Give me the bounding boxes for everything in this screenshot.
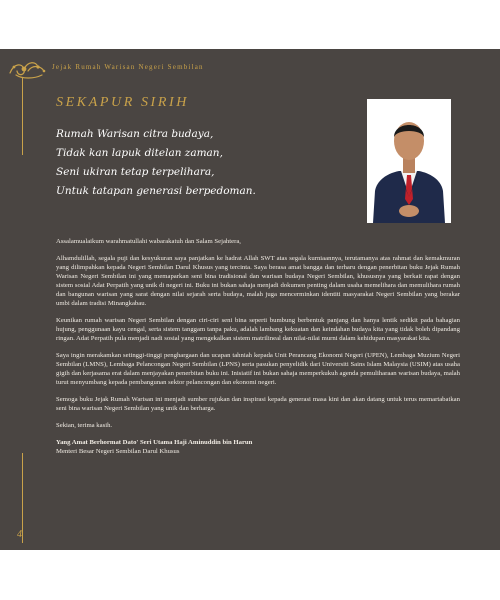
book-page xyxy=(0,49,500,550)
poem-line: Tidak kan lapuk ditelan zaman, xyxy=(56,147,223,159)
decorative-line-bottom xyxy=(22,453,23,543)
paragraph: Saya ingin merakamkan setinggi-tinggi penghargaan dan ucapan tahniah kepada Unit Perancang Ekonomi Negeri (UPEN), Lembaga Muzium Negeri Sembilan (LMNS), Lembaga Pelancongan Negeri Sembilan (LPNS) serta pasukan penyelidik dari Universiti Sains Islam Malaysia (USIM) atas usaha gigih dan kerjasama erat dalam menjayakan penerbitan buku ini. Inisiatif ini bukan sahaja memperkukuh agenda pemuliharaan warisan budaya, malah turut menyumbang kepada pembangunan sektor pelancongan dan ekonomi negeri. xyxy=(56,352,460,386)
signatory-name: Yang Amat Berhormat Dato' Seri Utama Haji Aminuddin bin Harun xyxy=(56,439,253,446)
poem-line: Untuk tatapan generasi berpedoman. xyxy=(56,185,256,197)
paragraph: Keunikan rumah warisan Negeri Sembilan dengan ciri-ciri seni bina seperti bumbung berbentuk panjang dan hanya lentik sedikit pada bahagian hujung, penggunaan kayu cengal, serta sistem tanggam tanpa paku, adalah lambang kekuatan dan keindahan budaya kita yang tidak boleh dipandang ringan. Adat Perpatih pula menjadi nadi sosial yang mengekalkan sistem matrilineal dan nilai-nilai murni dalam kehidupan masyarakat kita. xyxy=(56,317,460,342)
decorative-line-top xyxy=(22,77,23,155)
body-text xyxy=(56,237,460,456)
poem xyxy=(56,125,346,201)
portrait-illustration xyxy=(367,99,451,223)
section-title: SEKAPUR SIRIH xyxy=(56,95,189,110)
closing: Sekian, terima kasih. xyxy=(56,422,113,429)
book-title: Jejak Rumah Warisan Negeri Sembilan xyxy=(52,63,204,71)
portrait-photo xyxy=(367,99,451,223)
paragraph: Semoga buku Jejak Rumah Warisan ini menjadi sumber rujukan dan inspirasi kepada generasi masa kini dan akan datang untuk terus memartabatkan seni bina warisan Negeri Sembilan yang unik dan berharga. xyxy=(56,396,460,412)
greeting: Assalamualaikum warahmatullahi wabarakatuh dan Salam Sejahtera, xyxy=(56,238,241,245)
floral-ornament-icon xyxy=(6,55,50,83)
page-number: 4 xyxy=(17,529,22,540)
paragraph: Alhamdulillah, segala puji dan kesyukuran saya panjatkan ke hadrat Allah SWT atas segala kurniaannya, terutamanya atas rahmat dan kemakmuran yang dilimpahkan kepada Negeri Sembilan Darul Khusus yang tercinta. Saya berasa amat bangga dan terharu dengan penerbitan buku Jejak Rumah Warisan Negeri Sembilan ini yang memaparkan seni bina tradisional dan warisan budaya Negeri Sembilan, khususnya yang berkait rapat dengan sistem sosial Adat Perpatih yang unik di negeri ini. Buku ini bukan sahaja menjadi dokumen penting dalam usaha memelihara dan memulihara rumah dan bangunan warisan yang sarat dengan nilai sejarah serta budaya, malah juga mencerminkan identiti masyarakat Negeri Sembilan yang berakar umbi dalam tradisi Minangkabau. xyxy=(56,255,460,307)
poem-line: Seni ukiran tetap terpelihara, xyxy=(56,166,215,178)
signatory-role: Menteri Besar Negeri Sembilan Darul Khusus xyxy=(56,448,180,455)
poem-line: Rumah Warisan citra budaya, xyxy=(56,128,214,140)
